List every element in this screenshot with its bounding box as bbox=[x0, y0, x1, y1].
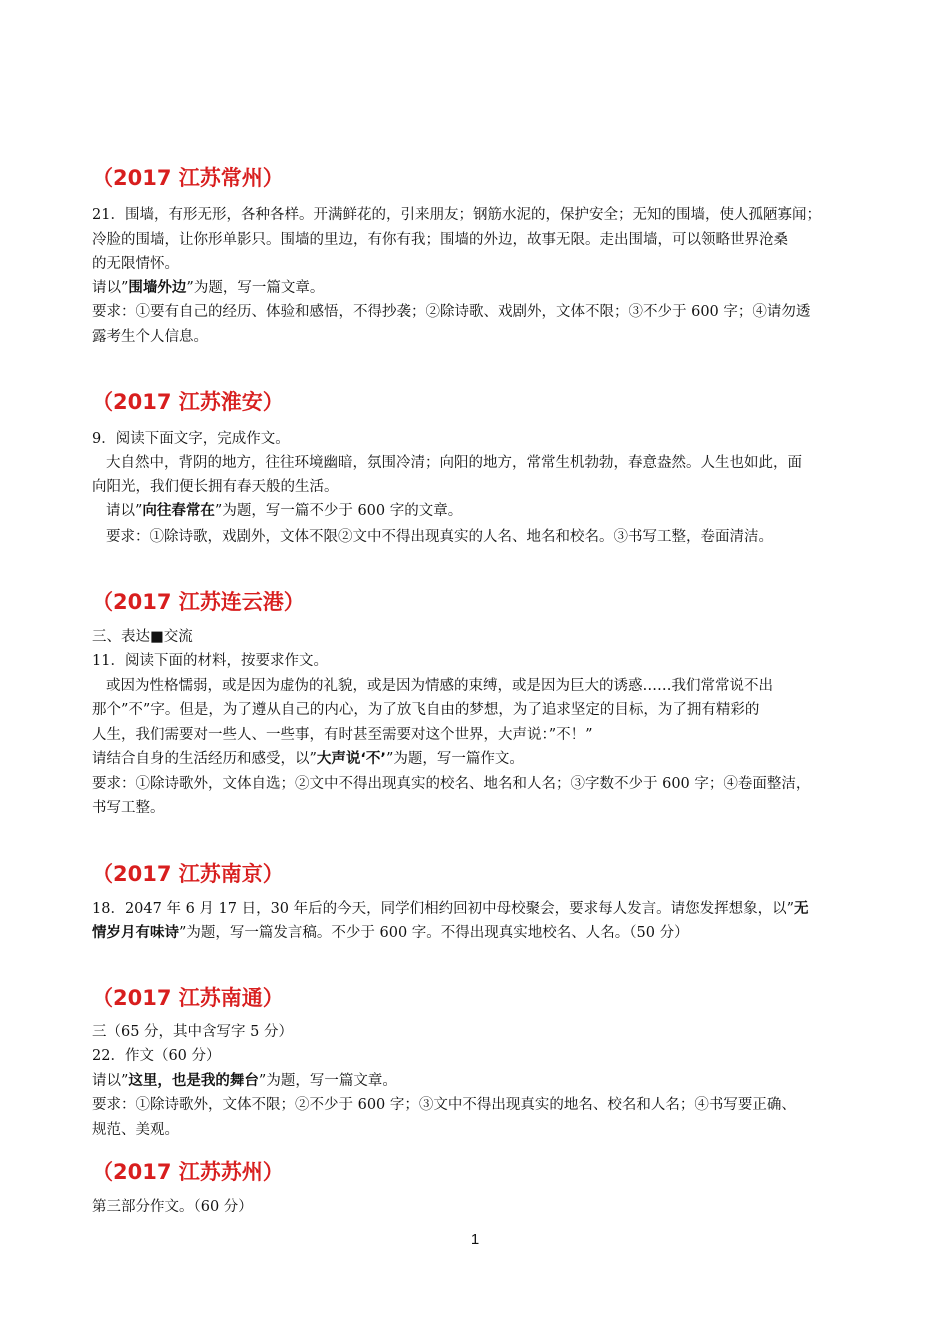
section-heading-huaian: （2017 江苏淮安） bbox=[92, 390, 284, 414]
prompt-line bbox=[106, 500, 462, 522]
essay-title-part: 无 bbox=[794, 901, 809, 917]
section-heading-nanjing: （2017 江苏南京） bbox=[92, 862, 284, 886]
requirements-line: 要求：①除诗歌，戏剧外，文体不限②文中不得出现真实的人名、地名和校名。③书写工整，卷面清洁。 bbox=[106, 529, 773, 545]
section-heading-changzhou: （2017 江苏常州） bbox=[92, 166, 284, 190]
paragraph-line: 那个”不”字。但是，为了遵从自己的内心，为了放飞自由的梦想，为了追求坚定的目标，为了拥有精彩的 bbox=[92, 702, 760, 718]
page-number: 1 bbox=[470, 1231, 480, 1248]
paragraph-line bbox=[92, 922, 689, 944]
paragraph-line: 22．作文（60 分） bbox=[92, 1048, 221, 1064]
paragraph-line bbox=[92, 898, 809, 920]
prompt-line bbox=[92, 1070, 397, 1092]
requirements-line: 要求：①除诗歌外，文体不限；②不少于 600 字；③文中不得出现真实的地名、校名和人名；④书写要正确、 bbox=[92, 1097, 796, 1113]
text-run: 18．2047 年 6 月 17 日，30 年后的今天，同学们相约回初中母校聚会，要求每人发言。请您发挥想象，以” bbox=[92, 901, 795, 917]
prompt-post: ”为题，写一篇文章。 bbox=[186, 280, 325, 296]
requirements-line: 要求：①除诗歌外，文体自选；②文中不得出现真实的校名、地名和人名；③字数不少于 600 字；④卷面整洁， bbox=[92, 776, 811, 792]
prompt-pre: 请结合自身的生活经历和感受，以” bbox=[92, 751, 317, 767]
prompt-pre: 请以” bbox=[92, 280, 129, 296]
essay-title: 围墙外边 bbox=[128, 280, 187, 296]
prompt-pre: 请以” bbox=[92, 1073, 129, 1089]
prompt-pre: 请以” bbox=[106, 503, 143, 519]
section-heading-nantong: （2017 江苏南通） bbox=[92, 986, 284, 1010]
section-heading-suzhou: （2017 江苏苏州） bbox=[92, 1160, 284, 1184]
prompt-line bbox=[92, 748, 524, 770]
paragraph-line: 9．阅读下面文字，完成作文。 bbox=[92, 431, 290, 447]
essay-title: 这里，也是我的舞台 bbox=[128, 1073, 259, 1089]
paragraph-line: 冷脸的围墙，让你形单影只。围墙的里边，有你有我；围墙的外边，故事无限。走出围墙，可以领略世界沧桑 bbox=[92, 232, 788, 248]
requirements-line: 要求：①要有自己的经历、体验和感悟，不得抄袭；②除诗歌、戏剧外，文体不限；③不少于 600 字；④请勿透 bbox=[92, 304, 811, 320]
paragraph-line: 三（65 分，其中含写字 5 分） bbox=[92, 1024, 294, 1040]
prompt-post: ”为题，写一篇不少于 600 字的文章。 bbox=[214, 503, 463, 519]
paragraph-line: 大自然中，背阴的地方，往往环境幽暗，氛围冷清；向阳的地方，常常生机勃勃，春意盎然。人生也如此，面 bbox=[106, 455, 802, 471]
paragraph-line: 人生，我们需要对一些人、一些事，有时甚至需要对这个世界，大声说：”不！” bbox=[92, 727, 593, 743]
prompt-post: ”为题，写一篇作文。 bbox=[385, 751, 524, 767]
requirements-line: 规范、美观。 bbox=[92, 1122, 179, 1138]
paragraph-line: 的无限情怀。 bbox=[92, 256, 179, 272]
essay-title-part: 情岁月有味诗 bbox=[92, 925, 179, 941]
requirements-line: 露考生个人信息。 bbox=[92, 329, 208, 345]
prompt-post: ”为题，写一篇文章。 bbox=[258, 1073, 397, 1089]
paragraph-line: 或因为性格懦弱，或是因为虚伪的礼貌，或是因为情感的束缚，或是因为巨大的诱惑……我们常常说不出 bbox=[106, 678, 773, 694]
paragraph-line: 三、表达■交流 bbox=[92, 629, 193, 645]
essay-title: 大声说‘不’ bbox=[316, 751, 386, 767]
paragraph-line: 11．阅读下面的材料，按要求作文。 bbox=[92, 653, 328, 669]
section-heading-lianyungang: （2017 江苏连云港） bbox=[92, 590, 305, 614]
paragraph-line: 21．围墙，有形无形，各种各样。开满鲜花的，引来朋友；钢筋水泥的，保护安全；无知的围墙，使人孤陋寡闻； bbox=[92, 207, 821, 223]
requirements-line: 书写工整。 bbox=[92, 800, 165, 816]
prompt-line bbox=[92, 277, 324, 299]
text-run: ”为题，写一篇发言稿。不少于 600 字。不得出现真实地校名、人名。（50 分） bbox=[179, 925, 689, 941]
paragraph-line: 第三部分作文。（60 分） bbox=[92, 1199, 253, 1215]
essay-title: 向往春常在 bbox=[142, 503, 215, 519]
paragraph-line: 向阳光，我们便长拥有春天般的生活。 bbox=[92, 479, 339, 495]
